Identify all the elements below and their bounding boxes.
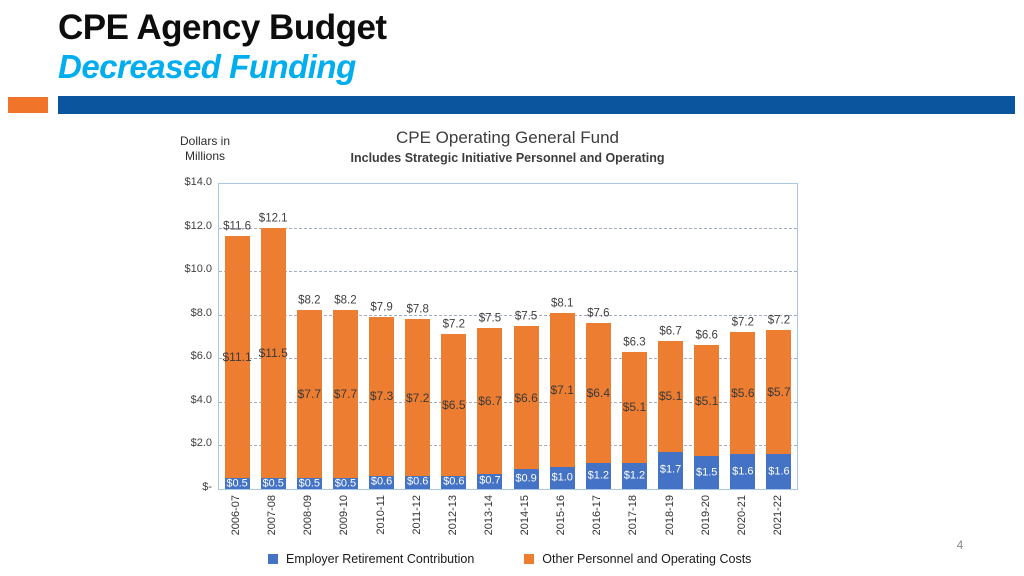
bar-2020-21-total-label: $7.2 [731, 316, 755, 329]
plot-area [218, 183, 798, 490]
bar-2015-16-total-label: $8.1 [550, 296, 574, 309]
bar-2016-17-total-label: $7.6 [587, 307, 610, 320]
legend-label-other-costs: Other Personnel and Operating Costs [542, 552, 752, 566]
bar-2008-09-other-costs-label: $7.7 [297, 387, 321, 402]
bar-2007-08-other-costs-label: $11.5 [258, 345, 288, 360]
bar-2013-14-total-label: $7.5 [478, 312, 502, 325]
legend-label-retirement: Employer Retirement Contribution [286, 552, 475, 566]
bar-2014-15-total-label: $7.5 [514, 309, 538, 322]
x-axis-tick-label: 2013-14 [482, 495, 495, 536]
bar-2018-19-other-costs-label: $5.1 [658, 389, 683, 404]
x-axis-tick-label: 2007-08 [266, 495, 279, 536]
header-accent-square [8, 97, 48, 113]
x-axis-tick-label: 2008-09 [302, 495, 315, 536]
bar-2010-11-total-label: $7.9 [370, 301, 393, 314]
y-axis-units-line1: Dollars in [179, 134, 230, 148]
bar-2018-19-total-label: $6.7 [659, 325, 682, 338]
x-axis-tick-label: 2014-15 [519, 495, 532, 536]
bar-2021-22-other-costs-label: $5.7 [767, 385, 791, 400]
bar-2008-09-retirement-label: $0.5 [298, 477, 321, 490]
y-axis-tick-label: $- [202, 481, 212, 493]
bar-2007-08-total-label: $12.1 [258, 211, 288, 224]
bar-2013-14-retirement-label: $0.7 [479, 474, 501, 487]
bar-2010-11-retirement-label: $0.6 [370, 475, 393, 488]
bar-2019-20-total-label: $6.6 [695, 329, 718, 342]
bar-2021-22-total-label: $7.2 [767, 314, 791, 327]
x-axis-tick-label: 2021-22 [771, 495, 784, 536]
y-axis-tick-label: $8.0 [190, 306, 212, 319]
bar-2006-07-total-label: $11.6 [223, 220, 252, 233]
y-axis-units-note [172, 134, 238, 164]
bar-2009-10-total-label: $8.2 [334, 294, 357, 307]
y-axis-tick-label: $4.0 [190, 393, 212, 406]
bar-2006-07-retirement-label: $0.5 [226, 477, 248, 490]
x-axis-tick-label: 2016-17 [591, 495, 604, 536]
x-axis-tick-label: 2006-07 [230, 495, 243, 536]
x-axis-tick-label: 2017-18 [627, 495, 640, 536]
bar-2017-18-total-label: $6.3 [623, 336, 646, 348]
gridline [219, 228, 797, 229]
bar-2015-16-other-costs-label: $7.1 [550, 382, 574, 397]
slide-title: CPE Agency Budget [58, 8, 387, 47]
x-axis-tick-label: 2012-13 [446, 495, 459, 536]
bar-2014-15-other-costs-label: $6.6 [514, 390, 538, 405]
slide-subtitle: Decreased Funding [58, 48, 356, 85]
x-axis-tick-label: 2009-10 [338, 495, 351, 536]
bar-2011-12-total-label: $7.8 [406, 303, 429, 316]
x-axis-tick-label: 2015-16 [555, 495, 568, 536]
bar-2011-12-other-costs-label: $7.2 [406, 390, 430, 405]
page-number: 4 [956, 538, 964, 552]
bar-2009-10-other-costs-label: $7.7 [333, 387, 358, 402]
bar-2010-11-other-costs-label: $7.3 [369, 389, 394, 404]
bar-2021-22-retirement-label: $1.6 [768, 465, 790, 478]
bar-2012-13-retirement-label: $0.6 [443, 475, 465, 488]
bar-2007-08-retirement-label: $0.5 [262, 477, 284, 490]
chart-subtitle: Includes Strategic Initiative Personnel and Operating [350, 151, 665, 165]
gridline [219, 271, 797, 272]
y-axis-tick-label: $6.0 [190, 350, 212, 363]
chart-legend [268, 552, 751, 566]
y-axis-units-line2: Millions [184, 149, 225, 163]
x-axis-tick-label: 2010-11 [374, 495, 387, 535]
bar-2016-17-retirement-label: $1.2 [587, 469, 610, 482]
y-axis-tick-label: $10.0 [184, 263, 212, 276]
bar-2006-07-other-costs-label: $11.1 [222, 350, 252, 365]
x-axis-tick-label: 2020-21 [735, 495, 748, 536]
header-accent-bar [58, 96, 1015, 114]
x-axis-tick-label: 2018-19 [663, 495, 676, 536]
bar-2011-12-retirement-label: $0.6 [406, 475, 429, 488]
bar-2012-13-total-label: $7.2 [442, 318, 466, 331]
bar-2015-16-retirement-label: $1.0 [551, 471, 573, 484]
bar-2020-21-other-costs-label: $5.6 [731, 386, 755, 401]
bar-2012-13-other-costs-label: $6.5 [442, 398, 466, 413]
x-axis-tick-label: 2011-12 [410, 495, 423, 535]
bar-2013-14-other-costs-label: $6.7 [478, 393, 502, 408]
y-axis-tick-label: $12.0 [184, 219, 212, 232]
legend-marker-orange-icon [524, 554, 534, 564]
bar-2020-21-retirement-label: $1.6 [732, 465, 754, 478]
bar-2019-20-other-costs-label: $5.1 [695, 393, 719, 408]
x-axis-tick-label: 2019-20 [699, 495, 712, 536]
y-axis-tick-label: $14.0 [184, 176, 212, 188]
chart-title: CPE Operating General Fund [395, 128, 619, 147]
y-axis-tick-label: $2.0 [190, 437, 212, 450]
bar-2017-18-other-costs-label: $5.1 [622, 400, 647, 415]
bar-2017-18-retirement-label: $1.2 [623, 469, 646, 482]
legend-marker-blue-icon [268, 554, 278, 564]
bar-2018-19-retirement-label: $1.7 [659, 463, 682, 476]
bar-2014-15-retirement-label: $0.9 [515, 472, 537, 485]
bar-2009-10-retirement-label: $0.5 [334, 477, 357, 490]
bar-2016-17-other-costs-label: $6.4 [586, 386, 610, 401]
bar-2019-20-retirement-label: $1.5 [695, 466, 718, 479]
legend-item-retirement [268, 552, 474, 566]
legend-item-other-costs [524, 552, 751, 566]
bar-2008-09-total-label: $8.2 [298, 294, 321, 307]
